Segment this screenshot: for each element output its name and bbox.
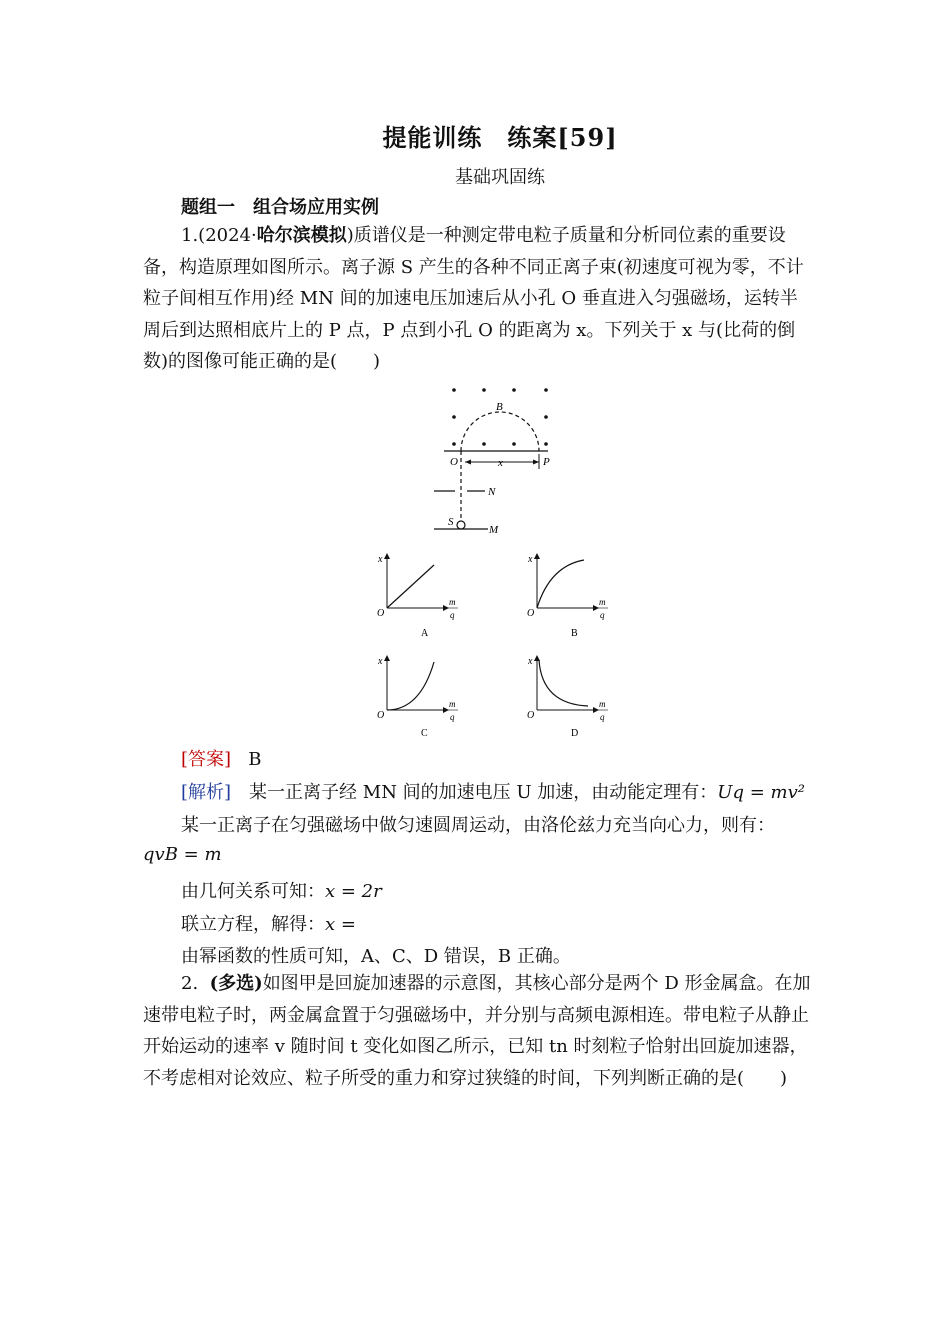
- graph-d-x-num: m: [599, 699, 606, 709]
- graph-a-label: A: [421, 628, 429, 639]
- analysis-line-2: 某一正离子在匀强磁场中做匀速圆周运动，由洛伦兹力充当向心力，则有：: [181, 815, 775, 836]
- equation-2-text: qvB = m: [143, 844, 222, 865]
- graph-b: [527, 554, 608, 639]
- option-graphs: [370, 550, 630, 740]
- equation-3: x = 2r: [325, 881, 382, 902]
- curve-b: [537, 560, 584, 608]
- graph-b-origin: O: [527, 608, 535, 619]
- page-title: 提能训练 练案[59]: [382, 123, 618, 152]
- page-subtitle: 基础巩固练: [455, 167, 545, 188]
- graph-a-origin: O: [377, 608, 385, 619]
- graph-c: [377, 656, 458, 739]
- analysis-line-3: [181, 877, 382, 903]
- graph-b-x-den: q: [600, 610, 605, 620]
- answer-value: B: [248, 749, 262, 770]
- graph-d-origin: O: [527, 710, 535, 721]
- graph-d-label: D: [571, 728, 579, 739]
- q2-prefix: 2.: [181, 973, 199, 994]
- graph-c-x-den: q: [450, 712, 455, 722]
- answer-line: [181, 745, 261, 771]
- analysis-line-1: [181, 778, 805, 804]
- graph-a: [377, 554, 458, 639]
- q1-source: 哈尔滨模拟: [256, 225, 347, 246]
- analysis-line-5: 由幂函数的性质可知，A、C、D 错误，B 正确。: [181, 946, 571, 967]
- graph-c-x-num: m: [449, 699, 456, 709]
- graph-c-y-label: x: [378, 656, 383, 667]
- equation-4: x =: [325, 914, 356, 935]
- graph-c-origin: O: [377, 710, 385, 721]
- curve-d: [539, 660, 588, 706]
- graph-a-x-num: m: [449, 597, 456, 607]
- curve-a: [387, 565, 434, 608]
- label-P: P: [543, 456, 550, 468]
- q2-text: 如图甲是回旋加速器的示意图，其核心部分是两个 D 形金属盒。在加速带电粒子时，两金属盒置于匀强磁场中，并分别与高频电源相连。带电粒子从静止开始运动的速率 v 随时间 t 变化如图乙所示，已知 tn 时刻粒子恰射出回旋加速器，不考虑相对论效应、粒子所受的重力和穿过狭缝的时间，下列判断正确的是( ): [143, 973, 811, 1089]
- graph-d-x-den: q: [600, 712, 605, 722]
- graph-d-y-label: x: [528, 656, 533, 667]
- graph-b-y-label: x: [528, 554, 533, 565]
- mass-spectrometer-diagram: [430, 383, 550, 543]
- question-2: [143, 968, 813, 1094]
- question-1: [143, 220, 813, 378]
- analysis-text-1: 某一正离子经 MN 间的加速电压 U 加速，由动能定理有：: [231, 782, 718, 803]
- graph-d: [527, 656, 608, 739]
- q1-prefix: 1.(2024·: [181, 225, 257, 246]
- curve-c: [387, 662, 434, 710]
- graph-b-label: B: [571, 628, 578, 639]
- q2-tag: (多选): [209, 973, 263, 994]
- label-x: x: [498, 457, 503, 469]
- label-B: B: [496, 401, 503, 413]
- analysis-line-4: [181, 910, 356, 936]
- equation-2: [143, 844, 222, 865]
- graph-b-x-num: m: [599, 597, 606, 607]
- label-S: S: [448, 516, 454, 528]
- analysis-text-4: 联立方程，解得：: [181, 914, 325, 935]
- equation-1: Uq = mv²: [717, 782, 805, 803]
- label-M: M: [489, 524, 499, 536]
- label-N: N: [488, 486, 496, 498]
- analysis-tag: [解析]: [181, 782, 232, 803]
- label-O: O: [450, 456, 458, 468]
- answer-tag: [答案]: [181, 749, 232, 770]
- graph-a-y-label: x: [378, 554, 383, 565]
- graph-a-x-den: q: [450, 610, 455, 620]
- q1-text: )质谱仪是一种测定带电粒子质量和分析同位素的重要设备，构造原理如图所示。离子源 S 产生的各种不同正离子束(初速度可视为零，不计粒子间相互作用)经 MN 间的加速电压加速后从小孔 O 垂直进入匀强磁场，运转半周后到达照相底片上的 P 点，P 点到小孔 O 的距离为 x。下列关于 x 与(比荷的倒数)的图像可能正确的是( ): [143, 225, 804, 372]
- graph-c-label: C: [421, 728, 428, 739]
- section-heading: 题组一 组合场应用实例: [181, 197, 379, 218]
- analysis-text-3: 由几何关系可知：: [181, 881, 325, 902]
